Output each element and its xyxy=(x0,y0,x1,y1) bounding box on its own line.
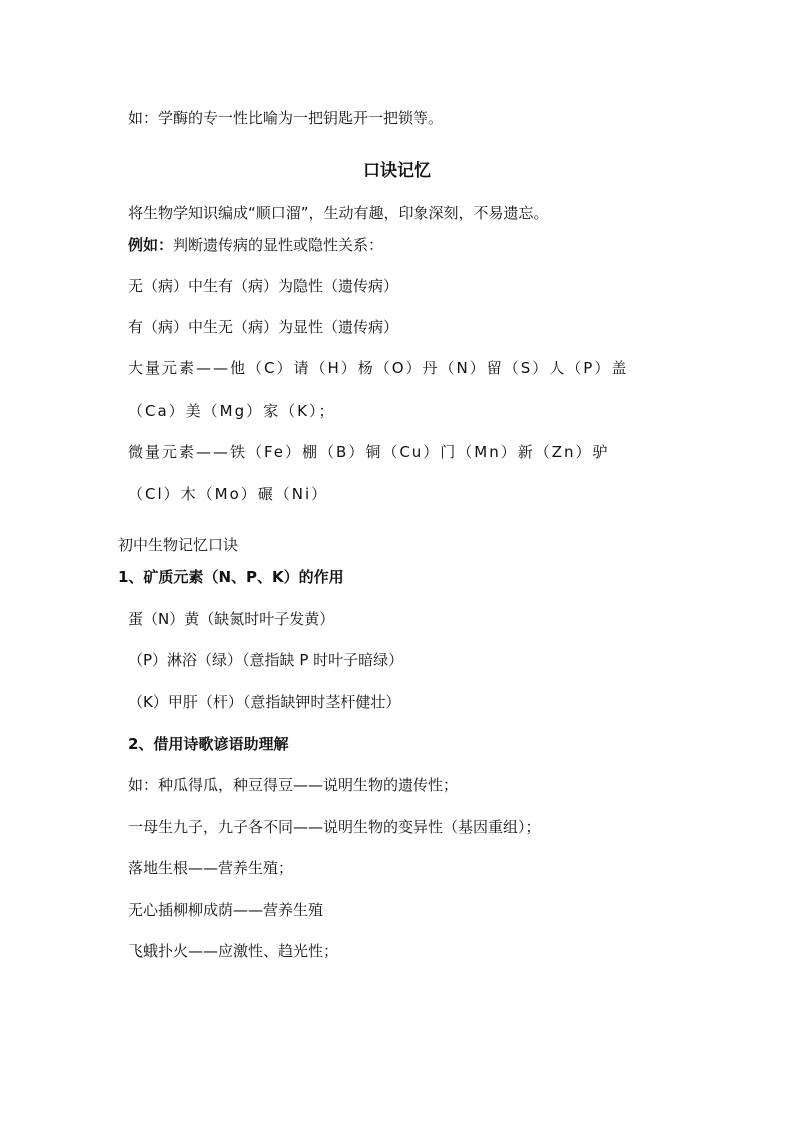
section1-item: 蛋（N）黄（缺氮时叶子发黄） xyxy=(128,610,335,628)
section2-item: 一母生九子，九子各不同——说明生物的变异性（基因重组）； xyxy=(128,818,541,836)
micro-elements-line: 微量元素——铁（Fe）棚（B）铜（Cu）门（Mn）新（Zn）驴 xyxy=(128,443,610,461)
section1-heading: 1、矿质元素（N、P、K）的作用 xyxy=(118,568,344,586)
section-title: 口诀记忆 xyxy=(363,161,431,181)
section1-item: （K）甲肝（杆）（意指缺钾时茎杆健壮） xyxy=(128,693,401,711)
macro-elements-line: （Ca）美（Mg）家（K）； xyxy=(128,402,336,420)
section1-item: （P）淋浴（绿）（意指缺 P 时叶子暗绿） xyxy=(128,651,404,669)
section2-item: 落地生根——营养生殖； xyxy=(128,859,294,877)
intro-text: 将生物学知识编成“顺口溜”，生动有趣，印象深刻，不易遗忘。 xyxy=(128,204,549,222)
section2-item: 飞蛾扑火——应激性、趋光性； xyxy=(128,942,339,960)
genetic-rule: 有（病）中生无（病）为显性（遗传病） xyxy=(128,318,399,336)
example-line xyxy=(128,235,383,255)
example-text: 判断遗传病的显性或隐性关系： xyxy=(173,236,384,254)
section2-heading: 2、借用诗歌谚语助理解 xyxy=(128,735,289,753)
micro-elements-line: （Cl）木（Mo）碾（Ni） xyxy=(128,485,329,503)
section2-item: 如：种瓜得瓜，种豆得豆——说明生物的遗传性； xyxy=(128,776,459,794)
intro-example: 如：学酶的专一性比喻为一把钥匙开一把锁等。 xyxy=(128,109,444,127)
macro-elements-line: 大量元素——他（C）请（H）杨（O）丹（N）留（S）人（P）盖 xyxy=(128,359,629,377)
section2-item: 无心插柳柳成荫——营养生殖 xyxy=(128,901,324,919)
example-label: 例如： xyxy=(128,236,174,254)
genetic-rule: 无（病）中生有（病）为隐性（遗传病） xyxy=(128,277,399,295)
subheading: 初中生物记忆口诀 xyxy=(118,536,239,554)
